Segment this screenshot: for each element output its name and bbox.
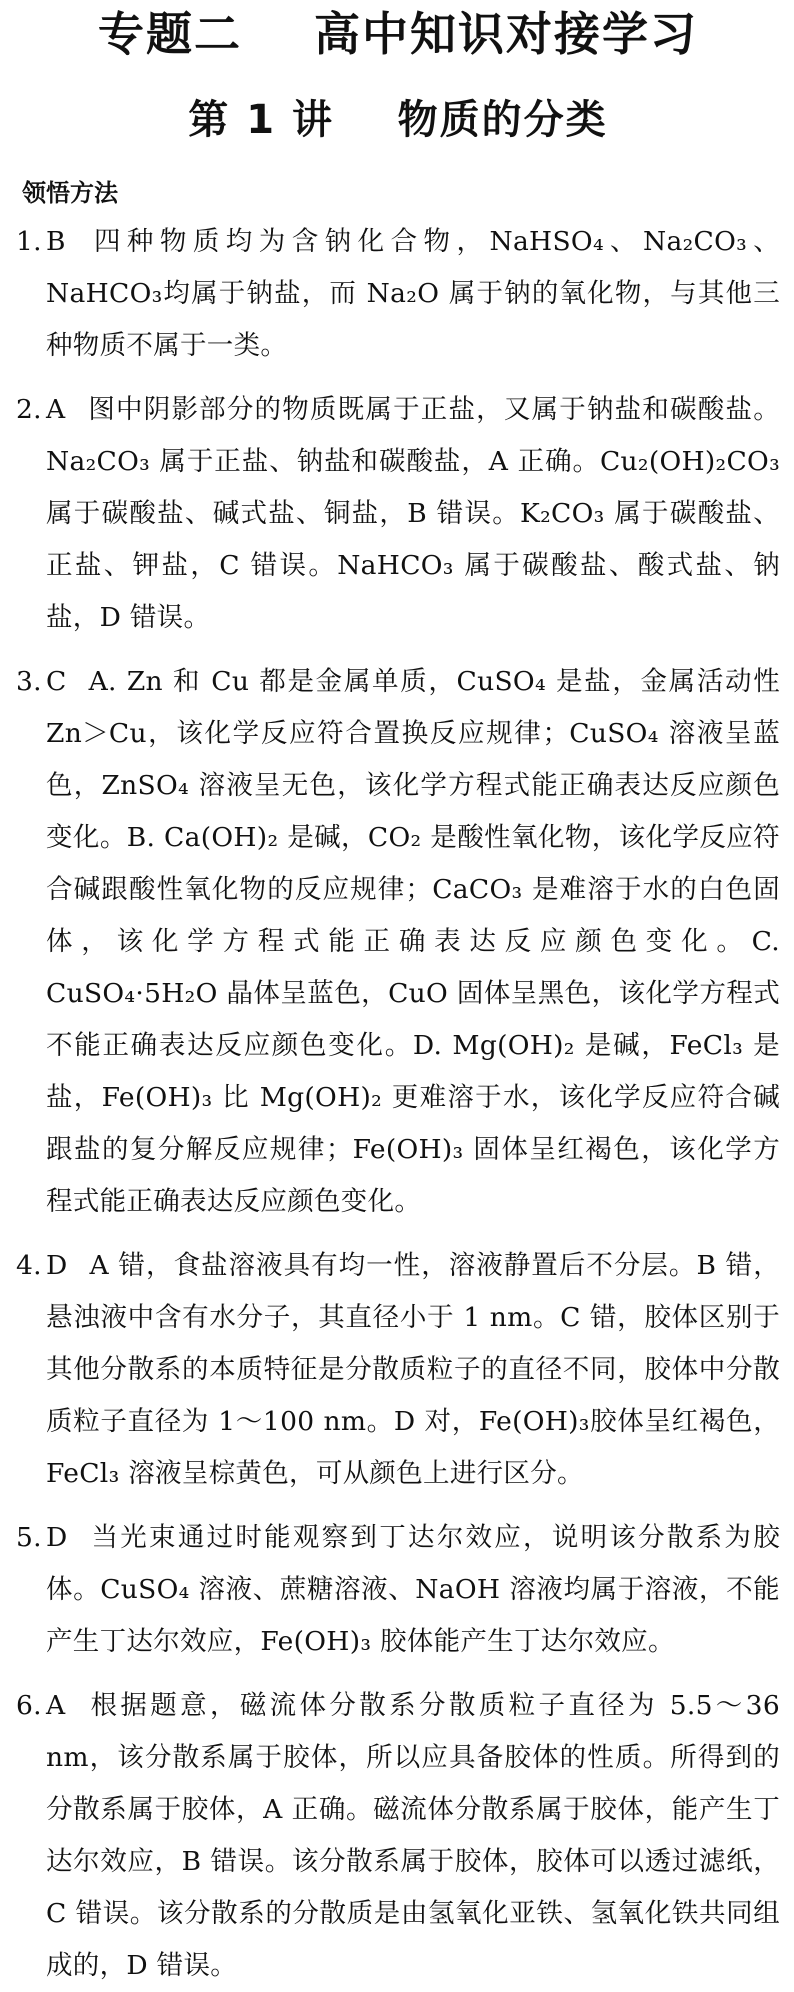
- answer-explanation: 当光束通过时能观察到丁达尔效应，说明该分散系为胶体。CuSO₄ 溶液、蔗糖溶液、NaOH 溶液均属于溶液，不能产生丁达尔效应，Fe(OH)₃ 胶体能产生丁达尔效应。: [46, 1522, 780, 1657]
- answer-number: 4.: [16, 1250, 42, 1281]
- answer-number: 2.: [16, 394, 42, 425]
- answer-explanation: A. Zn 和 Cu 都是金属单质，CuSO₄ 是盐，金属活动性 Zn＞Cu，该化学反应符合置换反应规律；CuSO₄ 溶液呈蓝色，ZnSO₄ 溶液呈无色，该化学方程式能正确表达反应颜色变化。B. Ca(OH)₂ 是碱，CO₂ 是酸性氧化物，该化学反应符合碱跟酸性氧化物的反应规律；CaCO₃ 是难溶于水的白色固体，该化学方程式能正确表达反应颜色变化。C. CuSO₄·5H₂O 晶体呈蓝色，CuO 固体呈黑色，该化学方程式不能正确表达反应颜色变化。D. Mg(OH)₂ 是碱，FeCl₃ 是盐，Fe(OH)₃ 比 Mg(OH)₂ 更难溶于水，该化学反应符合碱跟盐的复分解反应规律；Fe(OH)₃ 固体呈红褐色，该化学方程式能正确表达反应颜色变化。: [46, 666, 780, 1217]
- answer-choice: B: [46, 226, 66, 257]
- answer-explanation: 根据题意，磁流体分散系分散质粒子直径为 5.5～36 nm，该分散系属于胶体，所以应具备胶体的性质。所得到的分散系属于胶体，A 正确。磁流体分散系属于胶体，能产生丁达尔效应，B 错误。该分散系属于胶体，胶体可以透过滤纸，C 错误。该分散系的分散质是由氢氧化亚铁、氢氧化铁共同组成的，D 错误。: [46, 1690, 780, 1981]
- answer-body: [46, 216, 780, 372]
- answer-explanation: 四种物质均为含钠化合物，NaHSO₄、Na₂CO₃、NaHCO₃均属于钠盐，而 Na₂O 属于钠的氧化物，与其他三种物质不属于一类。: [46, 226, 780, 361]
- answer-body: [46, 384, 780, 644]
- answer-item-5: [16, 1512, 780, 1668]
- answer-choice: A: [46, 394, 66, 425]
- answer-item-1: [16, 216, 780, 372]
- answer-item-4: [16, 1240, 780, 1500]
- answer-body: [46, 1240, 780, 1500]
- answer-item-2: [16, 384, 780, 644]
- answer-body: [46, 1680, 780, 1992]
- answer-number: 6.: [16, 1690, 42, 1721]
- answer-explanation: 图中阴影部分的物质既属于正盐，又属于钠盐和碳酸盐。Na₂CO₃ 属于正盐、钠盐和碳酸盐，A 正确。Cu₂(OH)₂CO₃ 属于碳酸盐、碱式盐、铜盐，B 错误。K₂CO₃ 属于碳酸盐、正盐、钾盐，C 错误。NaHCO₃ 属于碳酸盐、酸式盐、钠盐，D 错误。: [46, 394, 780, 633]
- page-title: 专题二 高中知识对接学习: [97, 7, 699, 61]
- section-heading: 领悟方法: [22, 179, 118, 207]
- answer-explanation: A 错，食盐溶液具有均一性，溶液静置后不分层。B 错，悬浊液中含有水分子，其直径小于 1 nm。C 错，胶体区别于其他分散系的本质特征是分散质粒子的直径不同，胶体中分散质粒子直径为 1～100 nm。D 对，Fe(OH)₃胶体呈红褐色，FeCl₃ 溶液呈棕黄色，可从颜色上进行区分。: [46, 1250, 780, 1489]
- answer-choice: A: [46, 1690, 66, 1721]
- answer-body: [46, 1512, 780, 1668]
- answer-list: [16, 216, 780, 1992]
- answer-number: 5.: [16, 1522, 42, 1553]
- answer-body: [46, 656, 780, 1228]
- lesson-title: 第 1 讲 物质的分类: [188, 97, 608, 143]
- answer-choice: C: [46, 666, 67, 697]
- answer-choice: D: [46, 1522, 68, 1553]
- answer-number: 3.: [16, 666, 42, 697]
- answer-number: 1.: [16, 226, 42, 257]
- answer-item-3: [16, 656, 780, 1228]
- answer-item-6: [16, 1680, 780, 1992]
- answer-choice: D: [46, 1250, 68, 1281]
